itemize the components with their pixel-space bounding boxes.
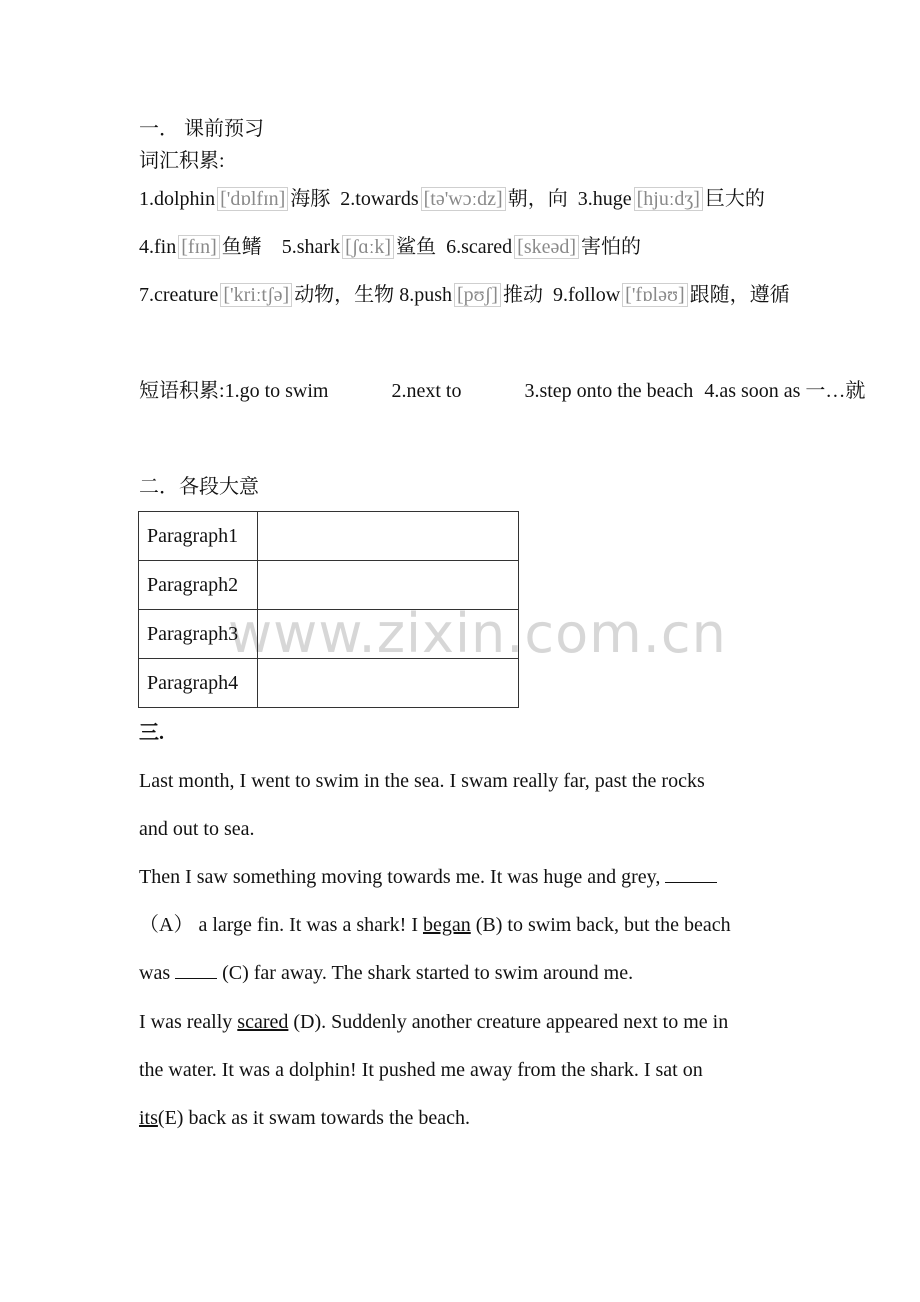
vocab-line-3 [139,281,790,309]
vocab-phonetic: [tə'wɔːdz] [421,187,506,211]
passage-text: (E) back as it swam towards the beach. [157,1107,471,1129]
vocab-word: towards [355,188,419,210]
table-row [139,610,519,659]
watermark: www.zixin.com.cn [228,602,727,665]
vocab-meaning: 海豚 [290,188,331,210]
passage-text: (D). Suddenly another creature appeared next to me in [288,1011,729,1033]
passage-line: and out to sea. [139,818,255,840]
vocab-word: push [414,284,452,306]
vocab-line-2 [139,233,641,261]
passage-text: I was really [139,1011,238,1033]
vocab-num: 9. [552,284,568,306]
passage-text: Then I saw something moving towards me. It was huge and grey, [139,866,661,888]
passage-line [139,959,633,987]
vocab-phonetic: ['dɒlfɪn] [217,187,288,211]
paragraph-answer-cell[interactable] [258,512,519,561]
vocab-meaning: 巨大的 [704,188,765,210]
paragraph-answer-cell[interactable] [258,610,519,659]
underlined-word: scared [237,1011,289,1033]
vocab-word: fin [154,236,177,258]
passage-line [139,1104,470,1132]
vocab-phonetic: [fɪn] [178,235,220,259]
passage-line [139,911,731,939]
paragraph-label: Paragraph3 [139,610,258,659]
phrase-item: 1.go to swim [224,380,329,402]
passage-text: was [139,962,176,984]
table-row [139,561,519,610]
phrase-item: 3.step onto the beach [524,380,694,402]
passage-line [139,1008,728,1036]
vocab-phonetic: [hjuːdʒ] [634,187,703,211]
vocab-word: dolphin [154,188,216,210]
vocab-meaning: 跟随，遵循 [689,284,790,306]
vocab-num: 5. [281,236,297,258]
underlined-word: its [139,1107,158,1129]
vocab-word: shark [296,236,341,258]
vocab-meaning: 鱼鳍 [221,236,262,258]
vocab-meaning: 朝，向 [507,188,568,210]
table-row [139,512,519,561]
vocab-phonetic: [skeəd] [514,235,579,259]
passage-line [139,863,717,891]
vocab-heading: 词汇积累: [139,150,225,172]
vocab-meaning: 动物，生物 [294,284,395,306]
vocab-num: 1. [139,188,154,210]
passage-text: (B) to swim back, but the beach [470,914,731,936]
phrases-label: 短语积累: [139,380,225,402]
vocab-phonetic: ['kriːtʃə] [220,283,292,307]
table-row [139,659,519,708]
phrase-item: 4.as soon as 一…就 [704,380,866,402]
vocab-line-1 [139,185,765,213]
section2-heading: 二．各段大意 [139,476,259,498]
paragraph-label: Paragraph1 [139,512,258,561]
vocab-phonetic: ['fɒləʊ] [622,283,687,307]
passage-line: the water. It was a dolphin! It pushed me away from the shark. I sat on [139,1059,703,1081]
vocab-word: huge [592,188,632,210]
vocab-word: scared [461,236,513,258]
passage-text: （A） a large fin. It was a shark! I [139,914,423,936]
vocab-meaning: 推动 [502,284,543,306]
vocab-num: 4. [139,236,154,258]
underlined-word: began [422,914,471,936]
phrase-item: 2.next to [391,380,462,402]
phrases-line [139,377,865,405]
vocab-word: follow [567,284,621,306]
section3-heading: 三. [139,722,164,744]
paragraph-summary-table [138,511,519,708]
vocab-num: 7. [139,284,154,306]
vocab-meaning: 害怕的 [581,236,642,258]
vocab-word: creature [154,284,219,306]
paragraph-answer-cell[interactable] [258,659,519,708]
passage-line: Last month, I went to swim in the sea. I swam really far, past the rocks [139,770,705,792]
vocab-num: 3. [577,188,593,210]
vocab-meaning: 鲨鱼 [396,236,437,258]
vocab-phonetic: [ʃɑːk] [342,235,394,259]
section1-heading: 一． 课前预习 [139,118,264,140]
paragraph-label: Paragraph4 [139,659,258,708]
passage-text: (C) far away. The shark started to swim around me. [217,962,634,984]
blank-c[interactable] [175,960,217,979]
blank-a[interactable] [665,864,717,883]
vocab-num: 8. [399,284,415,306]
paragraph-answer-cell[interactable] [258,561,519,610]
vocab-num: 2. [340,188,356,210]
vocab-num: 6. [446,236,462,258]
vocab-phonetic: [pʊʃ] [454,283,501,307]
paragraph-label: Paragraph2 [139,561,258,610]
